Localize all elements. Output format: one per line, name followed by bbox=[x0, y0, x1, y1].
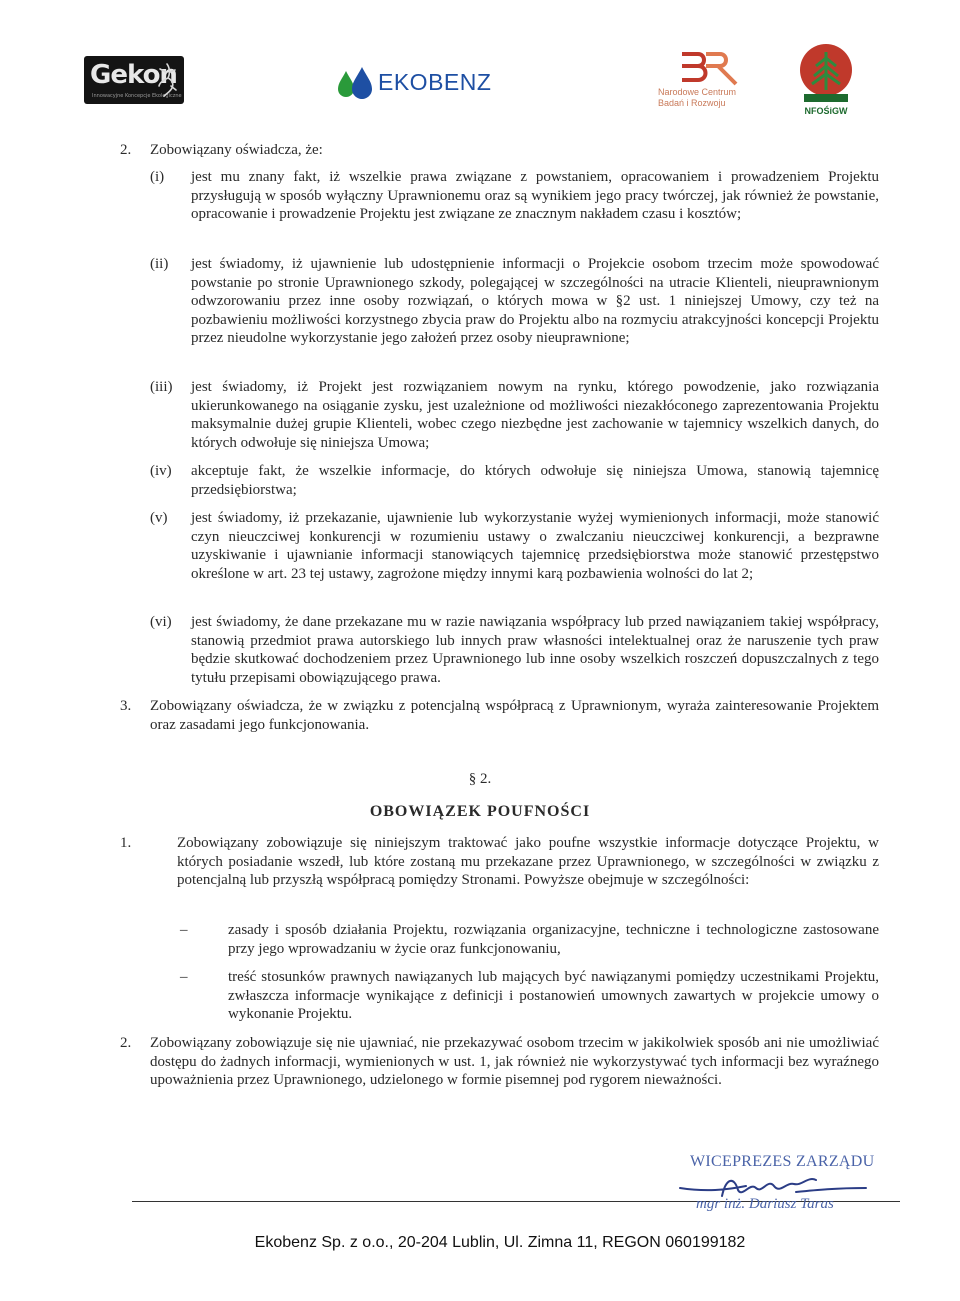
nfosigw-logo-text: NFOŚiGW bbox=[804, 106, 848, 116]
point-text: jest świadomy, iż ujawnienie lub udostępnienie informacji o Projekcie osobom trzecim może spowodować powstanie po stronie Uprawnionego szkody, polegającej w szczególności na utracie Klienteli, nieuprawnionym odwzorowaniu przez inne osoby rozwiązań, o których mowa w §2 ust. 1 niniejszej Umowy, czy też na pozbawieniu możliwości korzystnego zbycia praw do Projektu albo na rozmyciu atrakcyjności koncepcji Projektu przez nieudolne wykorzystanie jego założeń przez osoby nieuprawnione; bbox=[191, 256, 879, 346]
point-label: (iii) bbox=[150, 379, 173, 395]
s2-item1-number: 1. bbox=[120, 835, 132, 851]
s2-item2-text: Zobowiązany zobowiązuje się nie ujawniać, nie przekazywać osobom trzecim w jakikolwiek sposób ani nie umożliwiać dostępu do żadnych informacji, wymienionych w ust. 1, jak również nie wykorzystywać tych informacji bez wyraźnego upoważnienia przez Uprawnionego, udzielonego w formie pisemnej pod rygorem nieważności. bbox=[150, 1035, 879, 1088]
point-label: (vi) bbox=[150, 614, 172, 630]
point-text: jest mu znany fakt, iż wszelkie prawa związane z powstaniem, opracowaniem i prowadzeniem Projektu przysługują w sposób wyłączny Uprawnionemu oraz są wynikiem jego pracy twórczej, jak również że powstanie, opracowanie i prowadzenie Projektu jest związane ze znacznym nakładem czasu i kosztów; bbox=[191, 169, 879, 222]
nfosigw-emblem-icon bbox=[800, 42, 852, 106]
s2-item1-text: Zobowiązany zobowiązuje się niniejszym traktować jako poufne wszystkie informacje dotyczące Projektu, w których posiadanie wszedł, lub które zostaną mu przekazane przez Uprawnionego, w szczególności w związku z potencjalną lub przyszłą współpracą pomiędzy Stronami. Powyższe obejmuje w szczególności: bbox=[177, 835, 879, 888]
footer-address: Ekobenz Sp. z o.o., 20-204 Lublin, Ul. Zimna 11, REGON 060199182 bbox=[254, 1234, 746, 1251]
drops-icon bbox=[336, 63, 374, 101]
s2-item2-number: 2. bbox=[120, 1035, 132, 1051]
point-label: (v) bbox=[150, 510, 168, 526]
item3-text: Zobowiązany oświadcza, że w związku z potencjalną współpracą z Uprawnionym, wyraża zainteresowanie Projektem oraz zasadami jego funkcjonowania. bbox=[150, 698, 879, 733]
point-text: jest świadomy, iż Projekt jest rozwiązaniem nowym na rynku, którego powodzenie, jako rozwiązania ukierunkowanego na osiąganie zysku, jest uzależnione od możliwości niezakłóconego zaprezentowania Projektu maksymalnie dużej grupie Klienteli, wobec czego niezbędne jest zachowanie w tajemnicy wszelkich danych, do których odwołuje się niniejsza Umowa; bbox=[191, 379, 879, 451]
point-label: (iv) bbox=[150, 463, 172, 479]
nfosigw-logo bbox=[800, 42, 852, 116]
gekon-logo-subtitle: Innowacyjne Koncepcje Ekologiczne bbox=[92, 93, 182, 99]
item2-number: 2. bbox=[120, 142, 132, 158]
section-title: OBOWIĄZEK POUFNOŚCI bbox=[369, 803, 591, 820]
point-label: (i) bbox=[150, 169, 165, 185]
section-symbol: § 2. bbox=[468, 771, 492, 787]
point-text: akceptuje fakt, że wszelkie informacje, do których odwołuje się niniejsza Umowa, stanowią tajemnicę przedsiębiorstwa; bbox=[191, 463, 879, 498]
bullet-text: treść stosunków prawnych nawiązanych lub mających być nawiązanymi pomiędzy uczestnikami Projektu, zwłaszcza informacje wynikające z definicji i postanowień umownych zawartych w projekcie umowy o wykonanie Projektu. bbox=[228, 969, 879, 1022]
gekon-logo bbox=[84, 56, 184, 104]
item3-number: 3. bbox=[120, 698, 132, 714]
ekobenz-logo-text: EKOBENZ bbox=[378, 68, 492, 95]
point-text: jest świadomy, iż przekazanie, ujawnienie lub wykorzystanie wyżej wymienionych informacji, może stanowić czyn nieuczciwej konkurencji w rozumieniu ustawy o zwalczaniu nieuczciwej konkurencji, a bezprawne uzyskiwanie i ujawnianie informacji stanowiących tajemnicę przedsiębiorstwa może stanowić przestępstwo określone w art. 23 tej ustawy, zagrożone między innymi karą pozbawienia wolności do lat 2; bbox=[191, 510, 879, 582]
stamp-name: mgr inż. Dariusz Taras bbox=[696, 1196, 834, 1212]
bullet-dash: – bbox=[180, 922, 188, 938]
stamp-role: WICEPREZES ZARZĄDU bbox=[690, 1153, 875, 1170]
gekon-logo-text: Gekon bbox=[90, 60, 177, 90]
point-text: jest świadomy, że dane przekazane mu w razie nawiązania współpracy lub przed nawiązaniem takiej współpracy, stanowią przedmiot prawa autorskiego lub innych praw własności intelektualnej oraz że naruszenie tych praw będzie skutkować dochodzeniem przez Uprawnionego lub inne osoby wszelkich roszczeń dopuszczalnych z tego tytułu przepisami obowiązującego prawa. bbox=[191, 614, 879, 686]
ncbr-line2: Badań i Rozwoju bbox=[658, 98, 726, 108]
ekobenz-logo bbox=[336, 62, 491, 102]
bullet-dash: – bbox=[180, 969, 188, 985]
ncbr-logo bbox=[656, 50, 776, 110]
item2-intro: Zobowiązany oświadcza, że: bbox=[150, 142, 323, 158]
gecko-icon bbox=[156, 62, 178, 98]
point-label: (ii) bbox=[150, 256, 169, 272]
ncbr-mark-icon bbox=[678, 50, 738, 86]
bullet-text: zasady i sposób działania Projektu, rozwiązania organizacyjne, techniczne i technologiczne zastosowane przy jego wprowadzaniu w życie oraz funkcjonowaniu, bbox=[228, 922, 879, 957]
ncbr-line1: Narodowe Centrum bbox=[658, 87, 737, 97]
